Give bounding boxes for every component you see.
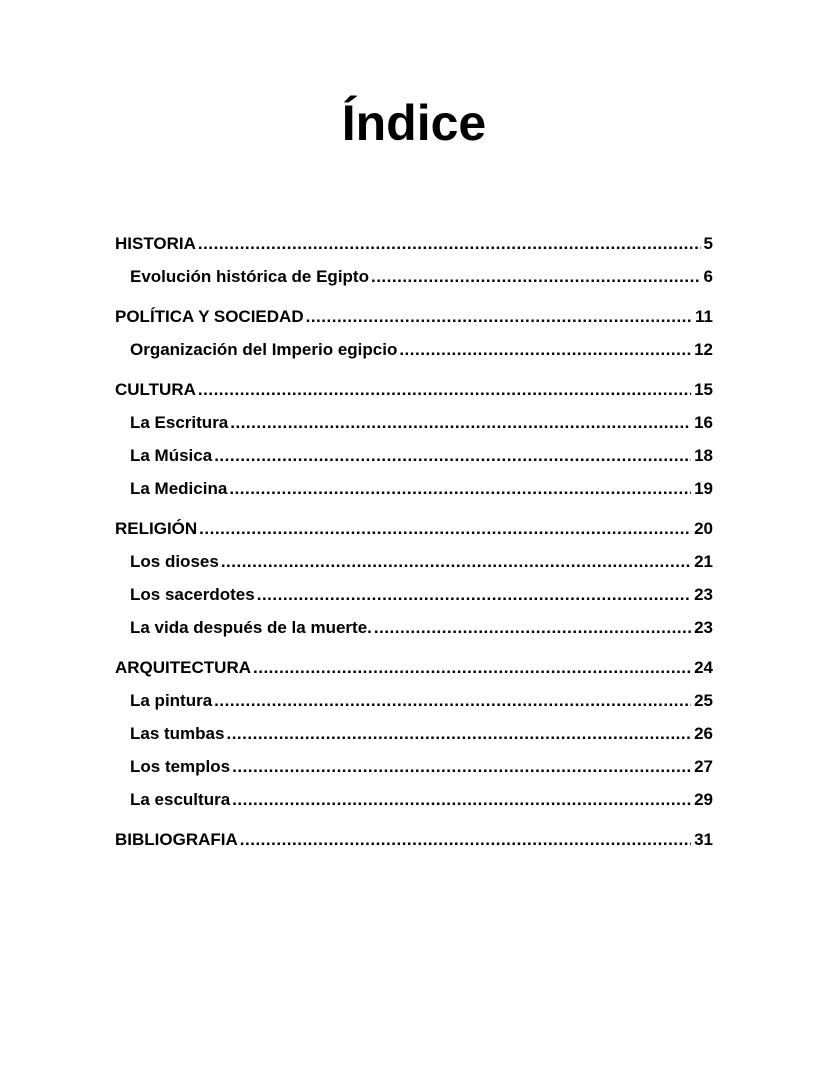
toc-entry-label: Los dioses	[130, 552, 219, 571]
toc-page-number: 16	[694, 413, 713, 432]
toc-subentry[interactable]	[115, 684, 713, 717]
toc-page-number: 6	[703, 267, 713, 286]
toc-section	[115, 300, 713, 366]
dot-leader	[198, 227, 701, 260]
toc-entry-label: La Escritura	[130, 413, 229, 432]
toc-entry-label: La Medicina	[130, 479, 228, 498]
toc-section	[115, 651, 713, 816]
toc-section	[115, 373, 713, 505]
toc-page-number: 15	[694, 380, 713, 399]
dot-leader	[399, 333, 691, 366]
toc-page-number: 29	[694, 790, 713, 809]
toc-entry-label: Los sacerdotes	[130, 585, 255, 604]
toc-section	[115, 823, 713, 856]
toc-page-number: 27	[694, 757, 713, 776]
toc-page-number: 11	[695, 307, 713, 326]
toc-page-number: 20	[694, 519, 713, 538]
toc-entry-label: CULTURA	[115, 380, 196, 399]
toc-page-number: 25	[694, 691, 713, 710]
toc-entry-label: BIBLIOGRAFIA	[115, 830, 238, 849]
toc-heading-entry[interactable]	[115, 512, 713, 545]
toc-subentry[interactable]	[115, 783, 713, 816]
toc-entry-label: La pintura	[130, 691, 213, 710]
toc-entry-label: POLÍTICA Y SOCIEDAD	[115, 307, 304, 326]
toc-heading-entry[interactable]	[115, 823, 713, 856]
toc-entry-label: ARQUITECTURA	[115, 658, 251, 677]
toc-page-number: 26	[694, 724, 713, 743]
toc-section	[115, 512, 713, 644]
toc-page-number: 5	[703, 234, 713, 253]
toc-subentry[interactable]	[115, 717, 713, 750]
toc-subentry[interactable]	[115, 578, 713, 611]
toc-entry-label: La escultura	[130, 790, 231, 809]
toc-page-number: 12	[694, 340, 713, 359]
dot-leader	[230, 406, 691, 439]
toc-subentry[interactable]	[115, 406, 713, 439]
toc-entry-label: HISTORIA	[115, 234, 196, 253]
toc-heading-entry[interactable]	[115, 227, 713, 260]
toc-page-number: 19	[694, 479, 713, 498]
dot-leader	[214, 684, 691, 717]
toc-subentry[interactable]	[115, 750, 713, 783]
page-title: Índice	[341, 95, 487, 151]
table-of-contents	[115, 227, 713, 863]
toc-entry-label: Las tumbas	[130, 724, 225, 743]
toc-entry-label: La Música	[130, 446, 213, 465]
dot-leader	[221, 545, 691, 578]
toc-subentry[interactable]	[115, 333, 713, 366]
toc-subentry[interactable]	[115, 611, 713, 644]
dot-leader	[253, 651, 691, 684]
dot-leader	[229, 472, 691, 505]
toc-page-number: 23	[694, 618, 713, 637]
toc-entry-label: Evolución histórica de Egipto	[130, 267, 369, 286]
dot-leader	[199, 512, 691, 545]
toc-page-number: 18	[694, 446, 713, 465]
dot-leader	[226, 717, 691, 750]
dot-leader	[371, 260, 701, 293]
toc-page-number: 31	[694, 830, 713, 849]
dot-leader	[232, 783, 691, 816]
dot-leader	[374, 611, 691, 644]
dot-leader	[257, 578, 691, 611]
dot-leader	[232, 750, 691, 783]
toc-heading-entry[interactable]	[115, 651, 713, 684]
toc-heading-entry[interactable]	[115, 300, 713, 333]
toc-subentry[interactable]	[115, 472, 713, 505]
dot-leader	[198, 373, 691, 406]
toc-page-number: 23	[694, 585, 713, 604]
toc-subentry[interactable]	[115, 260, 713, 293]
toc-entry-label: Los templos	[130, 757, 231, 776]
toc-entry-label: RELIGIÓN	[115, 519, 198, 538]
toc-subentry[interactable]	[115, 545, 713, 578]
dot-leader	[214, 439, 691, 472]
toc-heading-entry[interactable]	[115, 373, 713, 406]
toc-entry-label: La vida después de la muerte.	[130, 618, 372, 637]
toc-page-number: 24	[694, 658, 713, 677]
toc-page-number: 21	[694, 552, 713, 571]
dot-leader	[240, 823, 691, 856]
dot-leader	[306, 300, 692, 333]
toc-subentry[interactable]	[115, 439, 713, 472]
toc-section	[115, 227, 713, 293]
toc-entry-label: Organización del Imperio egipcio	[130, 340, 398, 359]
